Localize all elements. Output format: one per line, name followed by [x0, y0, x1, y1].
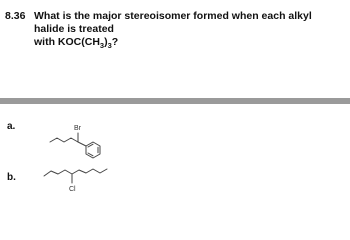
structure-b-chain [44, 169, 107, 176]
part-a-label: a. [7, 121, 16, 132]
part-b-label: b. [7, 172, 16, 183]
question-text-line2-end: ? [111, 36, 119, 48]
structure-a-chain [50, 138, 78, 142]
structure-a-ring-link [78, 142, 86, 146]
structure-b [44, 169, 107, 183]
question-number: 8.36 [5, 10, 26, 22]
question-text-line2-prefix: with KOC(CH [34, 36, 100, 48]
question-sub-2: 3 [107, 41, 112, 51]
structure-a-halogen-label: Br [74, 125, 81, 132]
question-sub-1: 3 [99, 41, 105, 51]
question-text-line2-suffix: ) [104, 36, 108, 48]
structure-b-halogen-label: Cl [69, 186, 76, 193]
question-text-line1: What is the major stereoisomer formed when each alkyl halide is treated [34, 10, 312, 35]
